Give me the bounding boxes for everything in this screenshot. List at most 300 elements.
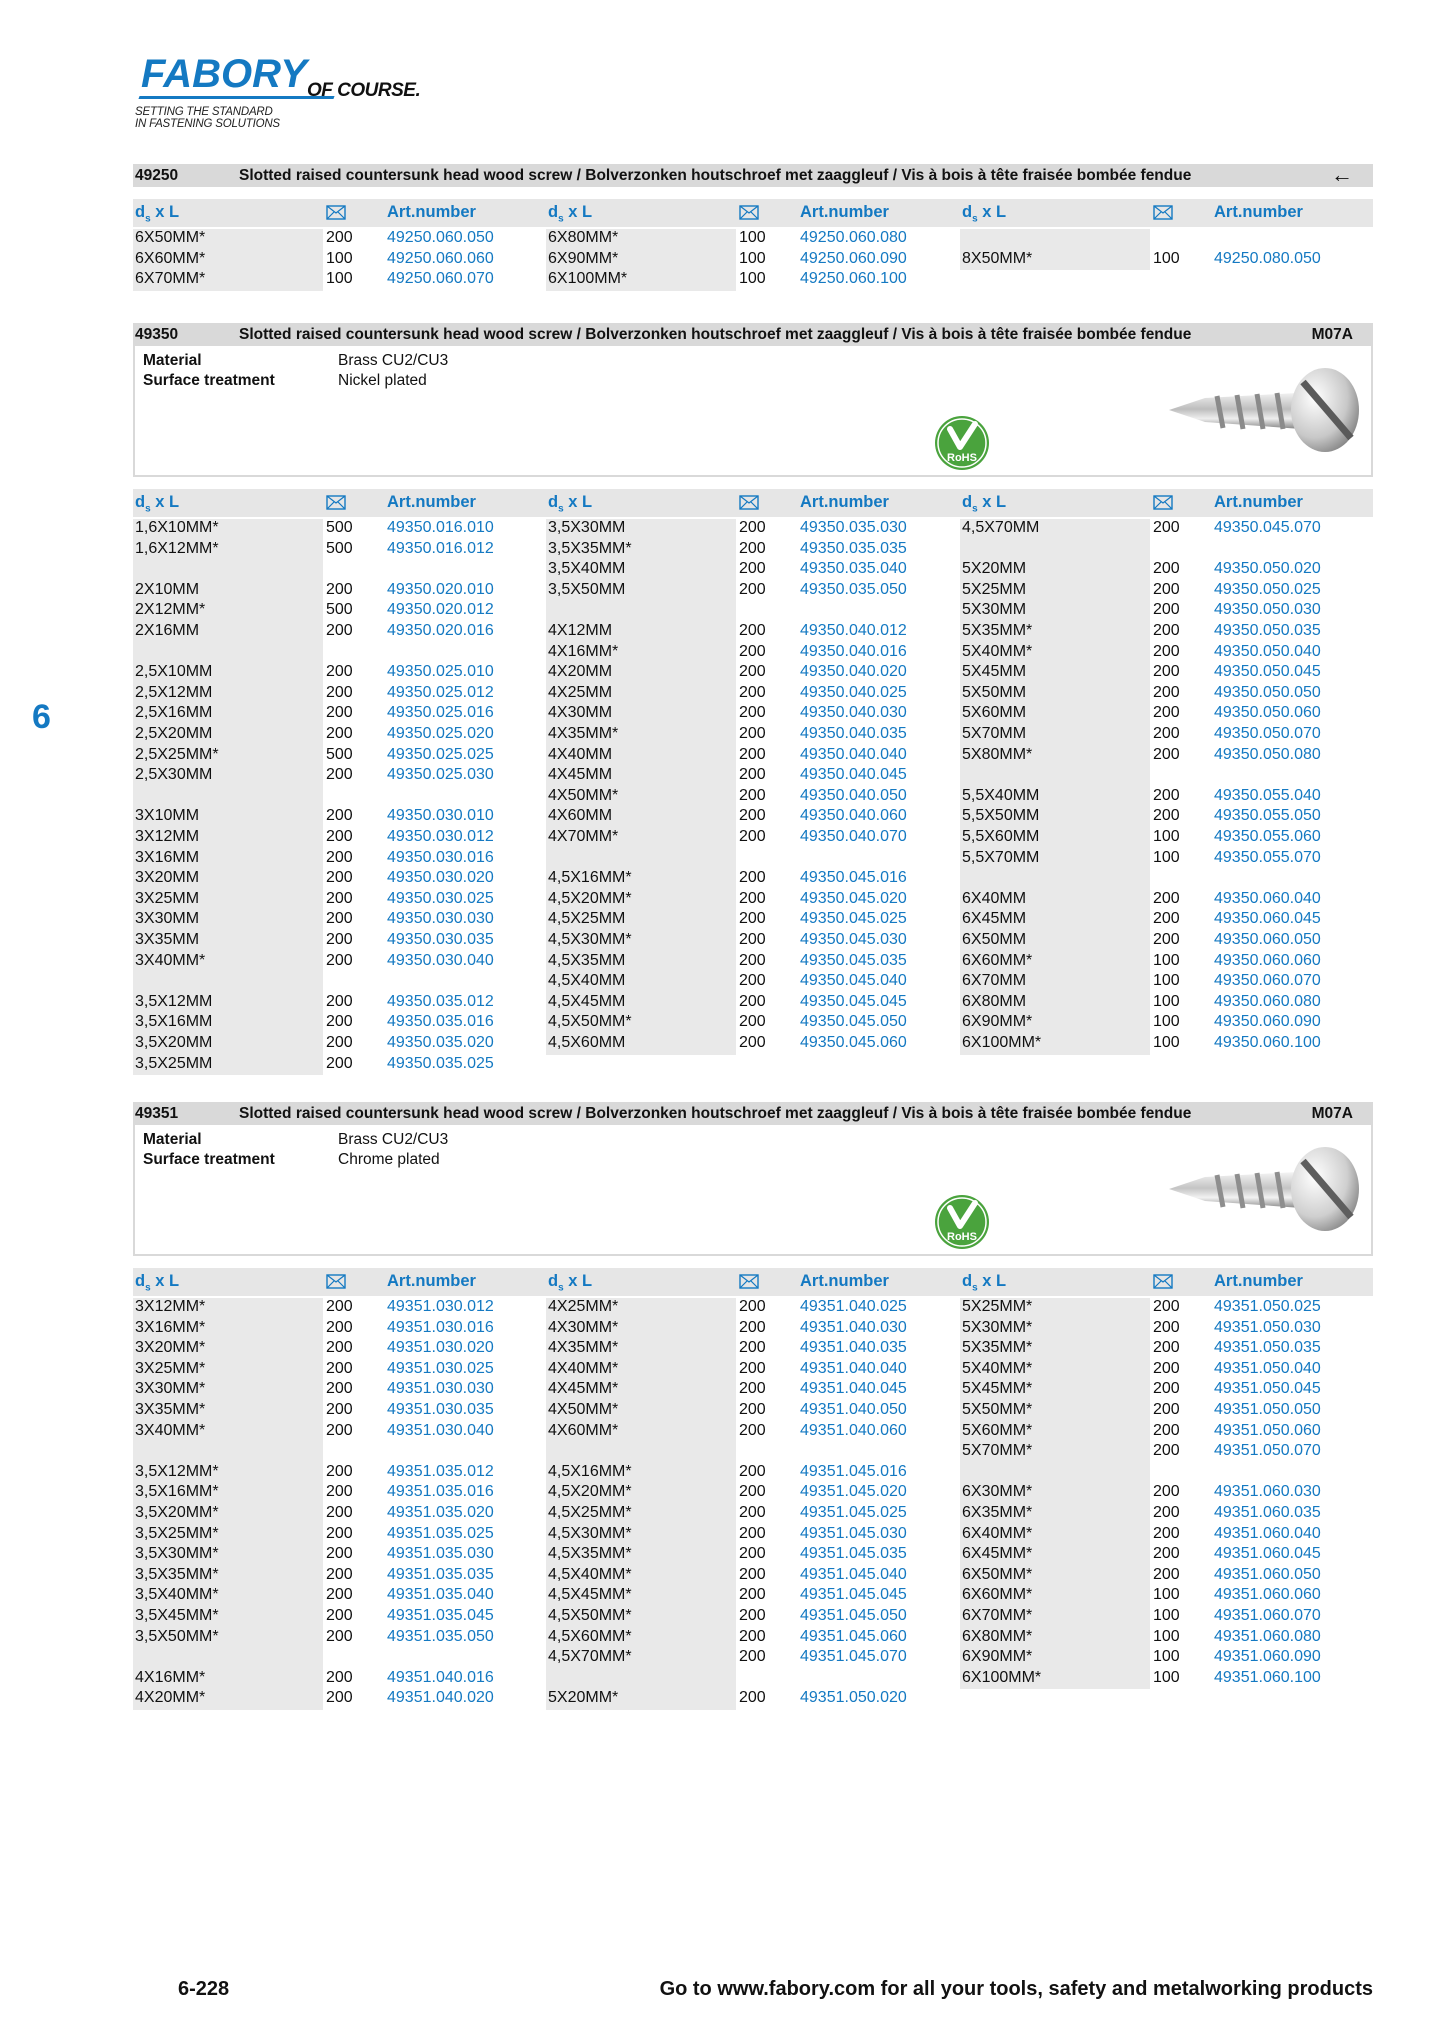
- article-number-link[interactable]: 49351.045.070: [800, 1648, 907, 1666]
- dimension-value: 6X60MM*: [135, 249, 206, 267]
- dimension-value: 2,5X16MM: [135, 704, 213, 722]
- pack-quantity: 200: [1153, 931, 1180, 948]
- column-header-art-number: Art.number: [800, 1272, 889, 1290]
- article-number-link[interactable]: 49350.020.010: [387, 580, 494, 598]
- dimension-value: 2X12MM*: [135, 601, 206, 619]
- article-number-link[interactable]: 49350.030.025: [387, 889, 494, 907]
- pack-quantity: 200: [326, 1586, 353, 1604]
- product-row: [133, 1607, 546, 1628]
- article-number-link[interactable]: 49351.060.100: [1214, 1668, 1321, 1686]
- product-section-49250: [133, 164, 1373, 295]
- article-number-link[interactable]: 49351.040.020: [387, 1689, 494, 1707]
- dimension-value: 4X30MM*: [548, 1318, 619, 1336]
- dimension-value: 4X20MM: [548, 663, 613, 681]
- product-row: [960, 849, 1373, 870]
- article-number-link[interactable]: 49351.040.025: [800, 1298, 907, 1315]
- article-number-link[interactable]: 49350.025.010: [387, 663, 494, 681]
- dimension-value: 4,5X20MM*: [548, 1483, 632, 1501]
- dimension-value: 4X12MM: [548, 622, 613, 639]
- product-row: [546, 890, 959, 911]
- pack-quantity: 200: [326, 1689, 353, 1707]
- article-number-link[interactable]: 49351.040.045: [800, 1380, 907, 1398]
- article-number-link[interactable]: 49350.025.025: [387, 745, 494, 763]
- pack-quantity: 200: [326, 1627, 353, 1645]
- product-row: [960, 1034, 1373, 1055]
- dimension-value: 4,5X45MM*: [548, 1586, 632, 1604]
- pack-quantity: 200: [1153, 1359, 1180, 1377]
- product-row: [546, 229, 959, 250]
- dimension-value: 6X80MM: [962, 992, 1027, 1010]
- article-number-link[interactable]: 49350.035.040: [800, 560, 907, 578]
- article-number-link[interactable]: 49350.025.020: [387, 725, 494, 742]
- product-row: [960, 1566, 1373, 1587]
- article-number-link[interactable]: 49351.050.070: [1214, 1442, 1321, 1460]
- article-number-link[interactable]: 49351.060.080: [1214, 1627, 1321, 1645]
- article-number-link[interactable]: 49350.025.030: [387, 766, 494, 784]
- dimension-value: 6X100MM*: [548, 270, 628, 288]
- dimension-value: 6X45MM: [962, 910, 1027, 928]
- product-row: [133, 746, 546, 767]
- product-row: [960, 1586, 1373, 1607]
- product-row: [546, 807, 959, 828]
- dimension-value: 4,5X50MM*: [548, 1013, 632, 1031]
- pack-quantity: 200: [739, 1298, 766, 1315]
- product-row: [960, 581, 1373, 602]
- article-number-link[interactable]: 49351.030.012: [387, 1298, 494, 1315]
- article-number-link[interactable]: 49350.060.045: [1214, 910, 1321, 928]
- product-row: [960, 1648, 1373, 1669]
- pack-quantity: 200: [739, 1627, 766, 1645]
- article-number-link[interactable]: 49350.035.025: [387, 1054, 494, 1072]
- dimension-value: 4X40MM*: [548, 1359, 619, 1377]
- column-header-dimension: $d_s$ x L: [962, 1272, 1007, 1294]
- article-number-link[interactable]: 49350.060.070: [1214, 972, 1321, 990]
- product-row: [960, 1013, 1373, 1034]
- dimension-value: 4X50MM*: [548, 786, 619, 804]
- dimension-value: 6X60MM*: [962, 1586, 1033, 1604]
- article-number-link[interactable]: 49351.035.030: [387, 1545, 494, 1563]
- product-row: [133, 1360, 546, 1381]
- product-row: [546, 993, 959, 1014]
- article-number-link[interactable]: 49351.030.016: [387, 1318, 494, 1336]
- article-number-link[interactable]: 49350.050.025: [1214, 580, 1321, 598]
- product-row: [960, 601, 1373, 622]
- article-number-link[interactable]: 49350.035.050: [800, 580, 907, 598]
- article-number-link[interactable]: 49351.045.060: [800, 1627, 907, 1645]
- column-header-dimension: $d_s$ x L: [135, 203, 180, 225]
- column-header-art-number: Art.number: [387, 493, 476, 511]
- article-number-link[interactable]: 49250.060.050: [387, 229, 494, 246]
- column-header-bar: [133, 489, 1373, 517]
- article-number-link[interactable]: 49350.060.060: [1214, 951, 1321, 969]
- material-label: Material: [143, 352, 202, 369]
- article-number-link[interactable]: 49350.040.035: [800, 725, 907, 742]
- article-number-link[interactable]: 49350.040.040: [800, 745, 907, 763]
- rohs-badge-icon: [933, 414, 991, 472]
- pack-quantity: 200: [739, 725, 766, 742]
- article-number-link[interactable]: 49350.050.070: [1214, 725, 1321, 742]
- pack-quantity: 200: [326, 1421, 353, 1439]
- pack-quantity: 200: [1153, 663, 1180, 681]
- footer-link-text[interactable]: Go to www.fabory.com for all your tools, safety and metalworking products: [659, 1978, 1373, 2000]
- article-number-link[interactable]: 49350.045.025: [800, 910, 907, 928]
- envelope-icon: [1153, 205, 1173, 220]
- article-number-link[interactable]: 49351.050.050: [1214, 1401, 1321, 1418]
- article-number-link[interactable]: 49351.060.045: [1214, 1545, 1321, 1563]
- material-value: Brass CU2/CU3: [338, 1131, 449, 1148]
- envelope-icon: [1153, 1274, 1173, 1289]
- section-group-code: M07A: [1311, 326, 1353, 343]
- dimension-value: 4,5X16MM*: [548, 869, 632, 887]
- article-number-link[interactable]: 49350.050.040: [1214, 642, 1321, 660]
- article-number-link[interactable]: 49350.050.035: [1214, 622, 1321, 639]
- product-row: [960, 993, 1373, 1014]
- dimension-value: 4,5X30MM*: [548, 1524, 632, 1542]
- dimension-value: 5,5X60MM: [962, 828, 1040, 845]
- pack-quantity: 200: [1153, 745, 1180, 763]
- pack-quantity: 200: [326, 580, 353, 598]
- article-number-link[interactable]: 49350.035.035: [800, 539, 907, 557]
- article-number-link[interactable]: 49350.060.040: [1214, 889, 1321, 907]
- pack-quantity: 200: [739, 1318, 766, 1336]
- article-number-link[interactable]: 49351.060.050: [1214, 1565, 1321, 1583]
- article-number-link[interactable]: 49350.050.030: [1214, 601, 1321, 619]
- dimension-value: 8X50MM*: [962, 249, 1033, 267]
- article-number-link[interactable]: 49351.030.030: [387, 1380, 494, 1398]
- article-number-link[interactable]: 49351.045.025: [800, 1504, 907, 1521]
- column-header-dimension: $d_s$ x L: [962, 493, 1007, 515]
- article-number-link[interactable]: 49350.040.012: [800, 622, 907, 639]
- article-number-link[interactable]: 49350.030.020: [387, 869, 494, 887]
- article-number-link[interactable]: 49351.035.045: [387, 1607, 494, 1624]
- article-number-link[interactable]: 49350.040.020: [800, 663, 907, 681]
- pack-quantity: 200: [326, 992, 353, 1010]
- article-number-link[interactable]: 49350.030.040: [387, 951, 494, 969]
- product-row: [960, 1525, 1373, 1546]
- dimension-value: 4,5X50MM*: [548, 1607, 632, 1624]
- article-number-link[interactable]: 49351.060.030: [1214, 1483, 1321, 1501]
- product-row: [546, 1648, 959, 1669]
- article-number-link[interactable]: 49350.040.050: [800, 786, 907, 804]
- article-number-link[interactable]: 49351.035.012: [387, 1462, 494, 1480]
- article-number-link[interactable]: 49350.035.016: [387, 1013, 494, 1031]
- article-number-link[interactable]: 49351.045.030: [800, 1524, 907, 1542]
- product-row: [546, 1483, 959, 1504]
- article-number-link[interactable]: 49350.016.012: [387, 539, 494, 557]
- article-number-link[interactable]: 49351.050.040: [1214, 1359, 1321, 1377]
- article-number-link[interactable]: 49350.020.012: [387, 601, 494, 619]
- article-number-link[interactable]: 49350.030.016: [387, 848, 494, 866]
- product-row: [546, 1566, 959, 1587]
- article-number-link[interactable]: 49351.045.020: [800, 1483, 907, 1501]
- pack-quantity: 200: [326, 1298, 353, 1315]
- dimension-value: 2,5X12MM: [135, 683, 213, 701]
- product-row: [546, 704, 959, 725]
- column-header-art-number: Art.number: [1214, 1272, 1303, 1290]
- article-number-link[interactable]: 49351.030.040: [387, 1421, 494, 1439]
- pack-quantity: 200: [326, 828, 353, 845]
- dimension-value: 6X40MM: [962, 889, 1027, 907]
- pack-quantity: 500: [326, 519, 353, 536]
- material-value: Brass CU2/CU3: [338, 352, 449, 369]
- article-number-link[interactable]: 49351.035.020: [387, 1504, 494, 1521]
- back-arrow-icon[interactable]: ←: [1331, 162, 1353, 187]
- dimension-value: 3X10MM: [135, 807, 200, 825]
- article-number-link[interactable]: 49350.045.020: [800, 889, 907, 907]
- pack-quantity: 200: [1153, 910, 1180, 928]
- article-number-link[interactable]: 49350.040.030: [800, 704, 907, 722]
- article-number-link[interactable]: 49351.030.035: [387, 1401, 494, 1418]
- dimension-value: 4X16MM*: [135, 1668, 206, 1686]
- dimension-value: 5X40MM*: [962, 1359, 1033, 1377]
- article-number-link[interactable]: 49350.040.045: [800, 766, 907, 784]
- article-number-link[interactable]: 49351.050.020: [800, 1689, 907, 1707]
- product-row: [133, 1055, 546, 1076]
- dimension-value: 2X10MM: [135, 580, 200, 598]
- article-number-link[interactable]: 49350.055.060: [1214, 828, 1321, 845]
- dimension-value: 4X35MM*: [548, 1339, 619, 1357]
- product-row: [546, 828, 959, 849]
- pack-quantity: 200: [1153, 1565, 1180, 1583]
- pack-quantity: 200: [326, 622, 353, 639]
- article-number-link[interactable]: 49350.020.016: [387, 622, 494, 639]
- dimension-value: 3,5X20MM: [135, 1034, 213, 1051]
- product-row: [133, 1463, 546, 1484]
- pack-quantity: 200: [739, 951, 766, 969]
- article-number-link[interactable]: 49351.035.016: [387, 1483, 494, 1501]
- section-title: Slotted raised countersunk head wood screw / Bolverzonken houtschroef met zaaggleuf / Vis à bois à tête fraisée bombée fendue: [239, 167, 1192, 184]
- pack-quantity: 200: [1153, 704, 1180, 722]
- dimension-value: 3,5X50MM: [548, 580, 626, 598]
- column-header-dimension: $d_s$ x L: [548, 1272, 593, 1294]
- product-row: [546, 952, 959, 973]
- dimension-value: 4,5X60MM: [548, 1034, 626, 1051]
- article-number-link[interactable]: 49350.045.040: [800, 972, 907, 990]
- article-number-link[interactable]: 49351.050.030: [1214, 1318, 1321, 1336]
- product-row: [546, 1319, 959, 1340]
- article-number-link[interactable]: 49350.060.050: [1214, 931, 1321, 948]
- article-number-link[interactable]: 49350.040.025: [800, 683, 907, 701]
- dimension-value: 4X35MM*: [548, 725, 619, 742]
- article-number-link[interactable]: 49351.060.090: [1214, 1648, 1321, 1666]
- envelope-icon: [739, 495, 759, 510]
- article-number-link[interactable]: 49350.030.012: [387, 828, 494, 845]
- article-number-link[interactable]: 49350.045.050: [800, 1013, 907, 1031]
- article-number-link[interactable]: 49350.040.016: [800, 642, 907, 660]
- article-number-link[interactable]: 49350.045.016: [800, 869, 907, 887]
- pack-quantity: 100: [739, 229, 766, 246]
- product-row: [133, 270, 546, 291]
- article-number-link[interactable]: 49351.040.035: [800, 1339, 907, 1357]
- article-number-link[interactable]: 49351.060.060: [1214, 1586, 1321, 1604]
- article-number-link[interactable]: 49350.025.012: [387, 683, 494, 701]
- article-number-link[interactable]: 49351.050.035: [1214, 1339, 1321, 1357]
- pack-quantity: 200: [739, 1462, 766, 1480]
- article-number-link[interactable]: 49351.035.050: [387, 1627, 494, 1645]
- article-number-link[interactable]: 49350.060.100: [1214, 1034, 1321, 1051]
- product-row: [960, 1669, 1373, 1690]
- article-number-link[interactable]: 49351.045.040: [800, 1565, 907, 1583]
- product-row: [133, 250, 546, 271]
- pack-quantity: 200: [326, 704, 353, 722]
- article-number-link[interactable]: 49350.055.040: [1214, 786, 1321, 804]
- product-row: [546, 1586, 959, 1607]
- article-number-link[interactable]: 49351.050.045: [1214, 1380, 1321, 1398]
- pack-quantity: 200: [739, 539, 766, 557]
- article-number-link[interactable]: 49351.040.060: [800, 1421, 907, 1439]
- article-number-link[interactable]: 49350.030.030: [387, 910, 494, 928]
- material-label: Material: [143, 1131, 202, 1148]
- pack-quantity: 200: [326, 931, 353, 948]
- article-number-link[interactable]: 49351.060.040: [1214, 1524, 1321, 1542]
- product-row: [960, 643, 1373, 664]
- article-number-link[interactable]: 49350.045.060: [800, 1034, 907, 1051]
- dimension-value: 6X30MM*: [962, 1483, 1033, 1501]
- dimension-value: 3,5X12MM: [135, 992, 213, 1010]
- article-number-link[interactable]: 49351.060.035: [1214, 1504, 1321, 1521]
- article-number-link[interactable]: 49350.055.050: [1214, 807, 1321, 825]
- dimension-value: 5X20MM*: [548, 1689, 619, 1707]
- page-number: 6-228: [178, 1978, 230, 2000]
- article-number-link[interactable]: 49350.016.010: [387, 519, 494, 536]
- pack-quantity: 100: [1153, 992, 1180, 1010]
- pack-quantity: 100: [1153, 1586, 1180, 1604]
- article-number-link[interactable]: 49250.060.100: [800, 270, 907, 288]
- pack-quantity: 200: [1153, 1339, 1180, 1357]
- pack-quantity: 200: [1153, 642, 1180, 660]
- product-row: [960, 250, 1373, 271]
- screw-image-icon: [1165, 1143, 1365, 1233]
- pack-quantity: 200: [1153, 560, 1180, 578]
- product-row: [546, 931, 959, 952]
- dimension-value: 4X70MM*: [548, 828, 619, 845]
- article-number-link[interactable]: 49350.050.020: [1214, 560, 1321, 578]
- pack-quantity: 200: [1153, 889, 1180, 907]
- pack-quantity: 100: [1153, 1627, 1180, 1645]
- article-number-link[interactable]: 49350.025.016: [387, 704, 494, 722]
- product-row: [960, 931, 1373, 952]
- pack-quantity: 200: [739, 786, 766, 804]
- dimension-value: 5X35MM*: [962, 1339, 1033, 1357]
- article-number-link[interactable]: 49350.050.050: [1214, 683, 1321, 701]
- product-row: [133, 229, 546, 250]
- dimension-value: 6X70MM*: [135, 270, 206, 288]
- product-row: [960, 910, 1373, 931]
- dimension-value: 3,5X50MM*: [135, 1627, 219, 1645]
- dimension-value: 6X50MM: [962, 931, 1027, 948]
- product-row: [960, 746, 1373, 767]
- article-number-link[interactable]: 49350.035.012: [387, 992, 494, 1010]
- dimension-value: 4X30MM: [548, 704, 613, 722]
- article-number-link[interactable]: 49350.050.045: [1214, 663, 1321, 681]
- article-number-link[interactable]: 49351.030.020: [387, 1339, 494, 1357]
- dimension-value: 2,5X10MM: [135, 663, 213, 681]
- product-row: [960, 725, 1373, 746]
- article-number-link[interactable]: 49351.035.025: [387, 1524, 494, 1542]
- article-number-link[interactable]: 49350.045.070: [1214, 519, 1321, 536]
- article-number-link[interactable]: 49350.030.010: [387, 807, 494, 825]
- pack-quantity: 200: [739, 580, 766, 598]
- product-row: [960, 890, 1373, 911]
- article-number-link[interactable]: 49350.045.045: [800, 992, 907, 1010]
- pack-quantity: 100: [1153, 972, 1180, 990]
- pack-quantity: 200: [739, 807, 766, 825]
- article-number-link[interactable]: 49350.050.080: [1214, 745, 1321, 763]
- pack-quantity: 200: [326, 1380, 353, 1398]
- article-number-link[interactable]: 49350.040.070: [800, 828, 907, 845]
- article-number-link[interactable]: 49351.050.025: [1214, 1298, 1321, 1315]
- pack-quantity: 200: [739, 910, 766, 928]
- article-number-link[interactable]: 49350.060.080: [1214, 992, 1321, 1010]
- pack-quantity: 200: [739, 1545, 766, 1563]
- article-number-link[interactable]: 49250.060.060: [387, 249, 494, 267]
- pack-quantity: 200: [326, 910, 353, 928]
- fabory-logo: [133, 52, 433, 132]
- pack-quantity: 200: [326, 869, 353, 887]
- product-row: [960, 972, 1373, 993]
- article-number-link[interactable]: 49350.055.070: [1214, 848, 1321, 866]
- dimension-value: 4,5X30MM*: [548, 931, 632, 948]
- article-number-link[interactable]: 49351.035.035: [387, 1565, 494, 1583]
- article-number-link[interactable]: 49351.045.035: [800, 1545, 907, 1563]
- article-number-link[interactable]: 49350.060.090: [1214, 1013, 1321, 1031]
- article-number-link[interactable]: 49351.040.040: [800, 1359, 907, 1377]
- article-number-link[interactable]: 49351.045.016: [800, 1462, 907, 1480]
- article-number-link[interactable]: 49250.060.070: [387, 270, 494, 288]
- product-columns: [133, 519, 1373, 1079]
- article-number-link[interactable]: 49351.030.025: [387, 1359, 494, 1377]
- pack-quantity: 200: [1153, 1380, 1180, 1398]
- article-number-link[interactable]: 49350.030.035: [387, 931, 494, 948]
- pack-quantity: 200: [739, 1359, 766, 1377]
- article-number-link[interactable]: 49350.040.060: [800, 807, 907, 825]
- article-number-link[interactable]: 49351.040.016: [387, 1668, 494, 1686]
- dimension-value: 3X40MM*: [135, 1421, 206, 1439]
- dimension-value: 5X30MM: [962, 601, 1027, 619]
- article-number-link[interactable]: 49250.060.080: [800, 229, 907, 246]
- article-number-link[interactable]: 49350.045.030: [800, 931, 907, 948]
- product-row: [960, 1504, 1373, 1525]
- product-row: [546, 540, 959, 561]
- article-number-link[interactable]: 49351.045.045: [800, 1586, 907, 1604]
- article-number-link[interactable]: 49351.040.050: [800, 1401, 907, 1418]
- pack-quantity: 200: [739, 642, 766, 660]
- product-row: [546, 560, 959, 581]
- product-row: [133, 519, 546, 540]
- dimension-value: 5X50MM: [962, 683, 1027, 701]
- pack-quantity: 200: [739, 828, 766, 845]
- article-number-link[interactable]: 49350.050.060: [1214, 704, 1321, 722]
- article-number-link[interactable]: 49350.035.020: [387, 1034, 494, 1051]
- product-row: [133, 910, 546, 931]
- article-number-link[interactable]: 49250.080.050: [1214, 249, 1321, 267]
- dimension-value: 5X50MM*: [962, 1401, 1033, 1418]
- dimension-value: 3,5X20MM*: [135, 1504, 219, 1521]
- article-number-link[interactable]: 49350.045.035: [800, 951, 907, 969]
- pack-quantity: 200: [739, 663, 766, 681]
- pack-quantity: 200: [326, 1034, 353, 1051]
- article-number-link[interactable]: 49351.060.070: [1214, 1607, 1321, 1624]
- article-number-link[interactable]: 49351.045.050: [800, 1607, 907, 1624]
- dimension-value: 3,5X30MM: [548, 519, 626, 536]
- article-number-link[interactable]: 49250.060.090: [800, 249, 907, 267]
- product-row: [133, 931, 546, 952]
- article-number-link[interactable]: 49350.035.030: [800, 519, 907, 536]
- article-number-link[interactable]: 49351.050.060: [1214, 1421, 1321, 1439]
- article-number-link[interactable]: 49351.040.030: [800, 1318, 907, 1336]
- article-number-link[interactable]: 49351.035.040: [387, 1586, 494, 1604]
- pack-quantity: 200: [1153, 1504, 1180, 1521]
